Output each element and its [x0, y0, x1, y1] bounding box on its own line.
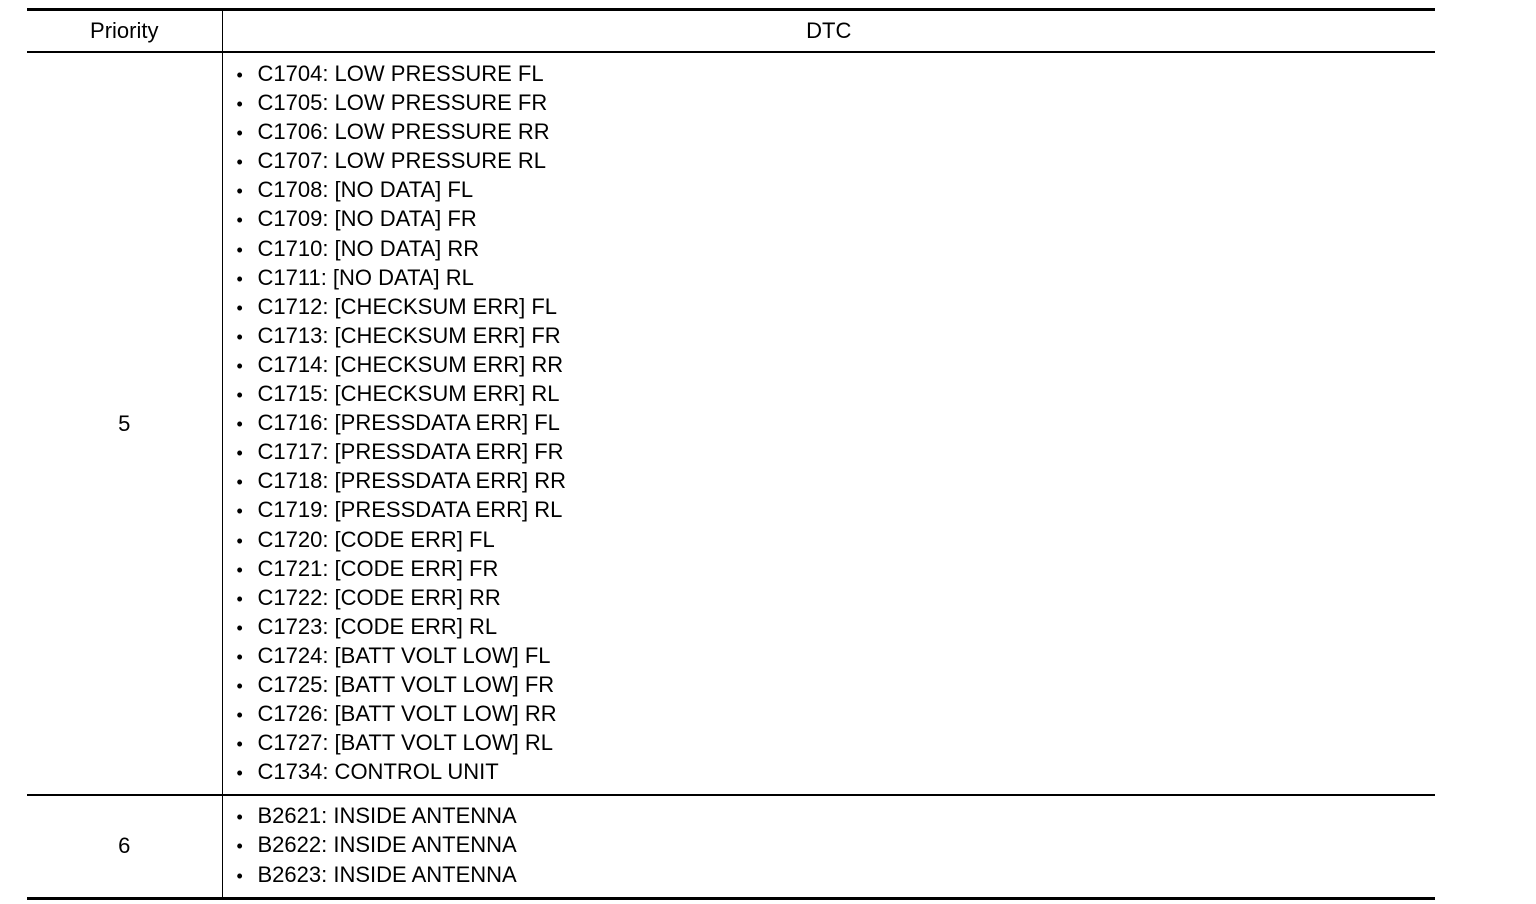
- bullet-icon: •: [236, 646, 243, 667]
- list-item: [237, 830, 1436, 859]
- list-item: [237, 757, 1436, 786]
- list-item: [237, 495, 1436, 524]
- list-item: [237, 583, 1436, 612]
- dtc-entry: C1722: [CODE ERR] RR: [257, 584, 501, 610]
- list-item: [237, 801, 1436, 830]
- bullet-icon: •: [236, 123, 243, 144]
- bullet-icon: •: [236, 559, 243, 580]
- dtc-entry: C1715: [CHECKSUM ERR] RL: [257, 381, 560, 407]
- bullet-icon: •: [236, 326, 243, 347]
- bullet-icon: •: [236, 94, 243, 115]
- list-item: [237, 263, 1436, 292]
- priority-cell: 5: [27, 52, 222, 795]
- list-item: [237, 408, 1436, 437]
- dtc-column-header: DTC: [222, 10, 1435, 53]
- list-item: [237, 292, 1436, 321]
- dtc-entry: C1712: [CHECKSUM ERR] FL: [257, 293, 558, 319]
- bullet-icon: •: [236, 181, 243, 202]
- bullet-icon: •: [236, 385, 243, 406]
- dtc-entry: C1705: LOW PRESSURE FR: [257, 90, 548, 116]
- dtc-cell: [222, 795, 1435, 898]
- bullet-icon: •: [236, 268, 243, 289]
- bullet-icon: •: [236, 734, 243, 755]
- bullet-icon: •: [236, 836, 243, 857]
- bullet-icon: •: [236, 865, 243, 886]
- bullet-icon: •: [236, 807, 243, 828]
- dtc-entry: C1720: [CODE ERR] FL: [257, 526, 495, 552]
- list-item: [237, 321, 1436, 350]
- list-item: [237, 379, 1436, 408]
- dtc-entry: C1717: [PRESSDATA ERR] FR: [257, 439, 564, 465]
- list-item: [237, 728, 1436, 757]
- dtc-entry: C1724: [BATT VOLT LOW] FL: [257, 642, 551, 668]
- list-item: [237, 234, 1436, 263]
- list-item: [237, 699, 1436, 728]
- list-item: [237, 437, 1436, 466]
- dtc-entry: C1711: [NO DATA] RL: [257, 264, 474, 290]
- table-row: [27, 52, 1435, 795]
- list-item: [237, 612, 1436, 641]
- bullet-icon: •: [236, 705, 243, 726]
- dtc-entry: C1708: [NO DATA] FL: [257, 177, 474, 203]
- table-header-row: [27, 10, 1435, 53]
- list-item: [237, 88, 1436, 117]
- list-item: [237, 466, 1436, 495]
- dtc-entry: B2622: INSIDE ANTENNA: [257, 832, 517, 858]
- bullet-icon: •: [236, 530, 243, 551]
- list-item: [237, 641, 1436, 670]
- dtc-entry: C1713: [CHECKSUM ERR] FR: [257, 322, 561, 348]
- list-item: [237, 525, 1436, 554]
- list-item: [237, 204, 1436, 233]
- bullet-icon: •: [236, 763, 243, 784]
- dtc-entry: C1714: [CHECKSUM ERR] RR: [257, 351, 564, 377]
- bullet-icon: •: [236, 355, 243, 376]
- dtc-entry: C1721: [CODE ERR] FR: [257, 555, 499, 581]
- bullet-icon: •: [236, 588, 243, 609]
- dtc-entry: C1710: [NO DATA] RR: [257, 235, 480, 261]
- dtc-entry: C1734: CONTROL UNIT: [257, 759, 499, 785]
- bullet-icon: •: [236, 210, 243, 231]
- dtc-entry: B2621: INSIDE ANTENNA: [257, 803, 517, 829]
- bullet-icon: •: [236, 675, 243, 696]
- dtc-entry: C1726: [BATT VOLT LOW] RR: [257, 701, 557, 727]
- bullet-icon: •: [236, 152, 243, 173]
- dtc-priority-table: [27, 8, 1435, 900]
- bullet-icon: •: [236, 501, 243, 522]
- list-item: [237, 59, 1436, 88]
- priority-cell: 6: [27, 795, 222, 898]
- list-item: [237, 146, 1436, 175]
- list-item: [237, 117, 1436, 146]
- list-item: [237, 670, 1436, 699]
- bullet-icon: •: [236, 239, 243, 260]
- dtc-list: [237, 796, 1436, 896]
- bullet-icon: •: [236, 65, 243, 85]
- dtc-entry: C1716: [PRESSDATA ERR] FL: [257, 410, 560, 436]
- dtc-entry: C1718: [PRESSDATA ERR] RR: [257, 468, 567, 494]
- bullet-icon: •: [236, 472, 243, 493]
- dtc-entry: C1707: LOW PRESSURE RL: [257, 148, 547, 174]
- dtc-entry: B2623: INSIDE ANTENNA: [257, 861, 517, 887]
- dtc-entry: C1719: [PRESSDATA ERR] RL: [257, 497, 563, 523]
- priority-column-header: Priority: [27, 10, 222, 53]
- dtc-entry: C1704: LOW PRESSURE FL: [257, 61, 544, 86]
- dtc-cell: [222, 52, 1435, 795]
- bullet-icon: •: [236, 443, 243, 464]
- dtc-entry: C1727: [BATT VOLT LOW] RL: [257, 730, 553, 756]
- dtc-entry: C1706: LOW PRESSURE RR: [257, 119, 550, 145]
- list-item: [237, 554, 1436, 583]
- list-item: [237, 350, 1436, 379]
- bullet-icon: •: [236, 297, 243, 318]
- dtc-list: [237, 53, 1436, 794]
- dtc-entry: C1725: [BATT VOLT LOW] FR: [257, 671, 555, 697]
- dtc-entry: C1709: [NO DATA] FR: [257, 206, 477, 232]
- dtc-entry: C1723: [CODE ERR] RL: [257, 613, 498, 639]
- bullet-icon: •: [236, 617, 243, 638]
- table-row: [27, 795, 1435, 898]
- bullet-icon: •: [236, 414, 243, 435]
- list-item: [237, 860, 1436, 889]
- list-item: [237, 175, 1436, 204]
